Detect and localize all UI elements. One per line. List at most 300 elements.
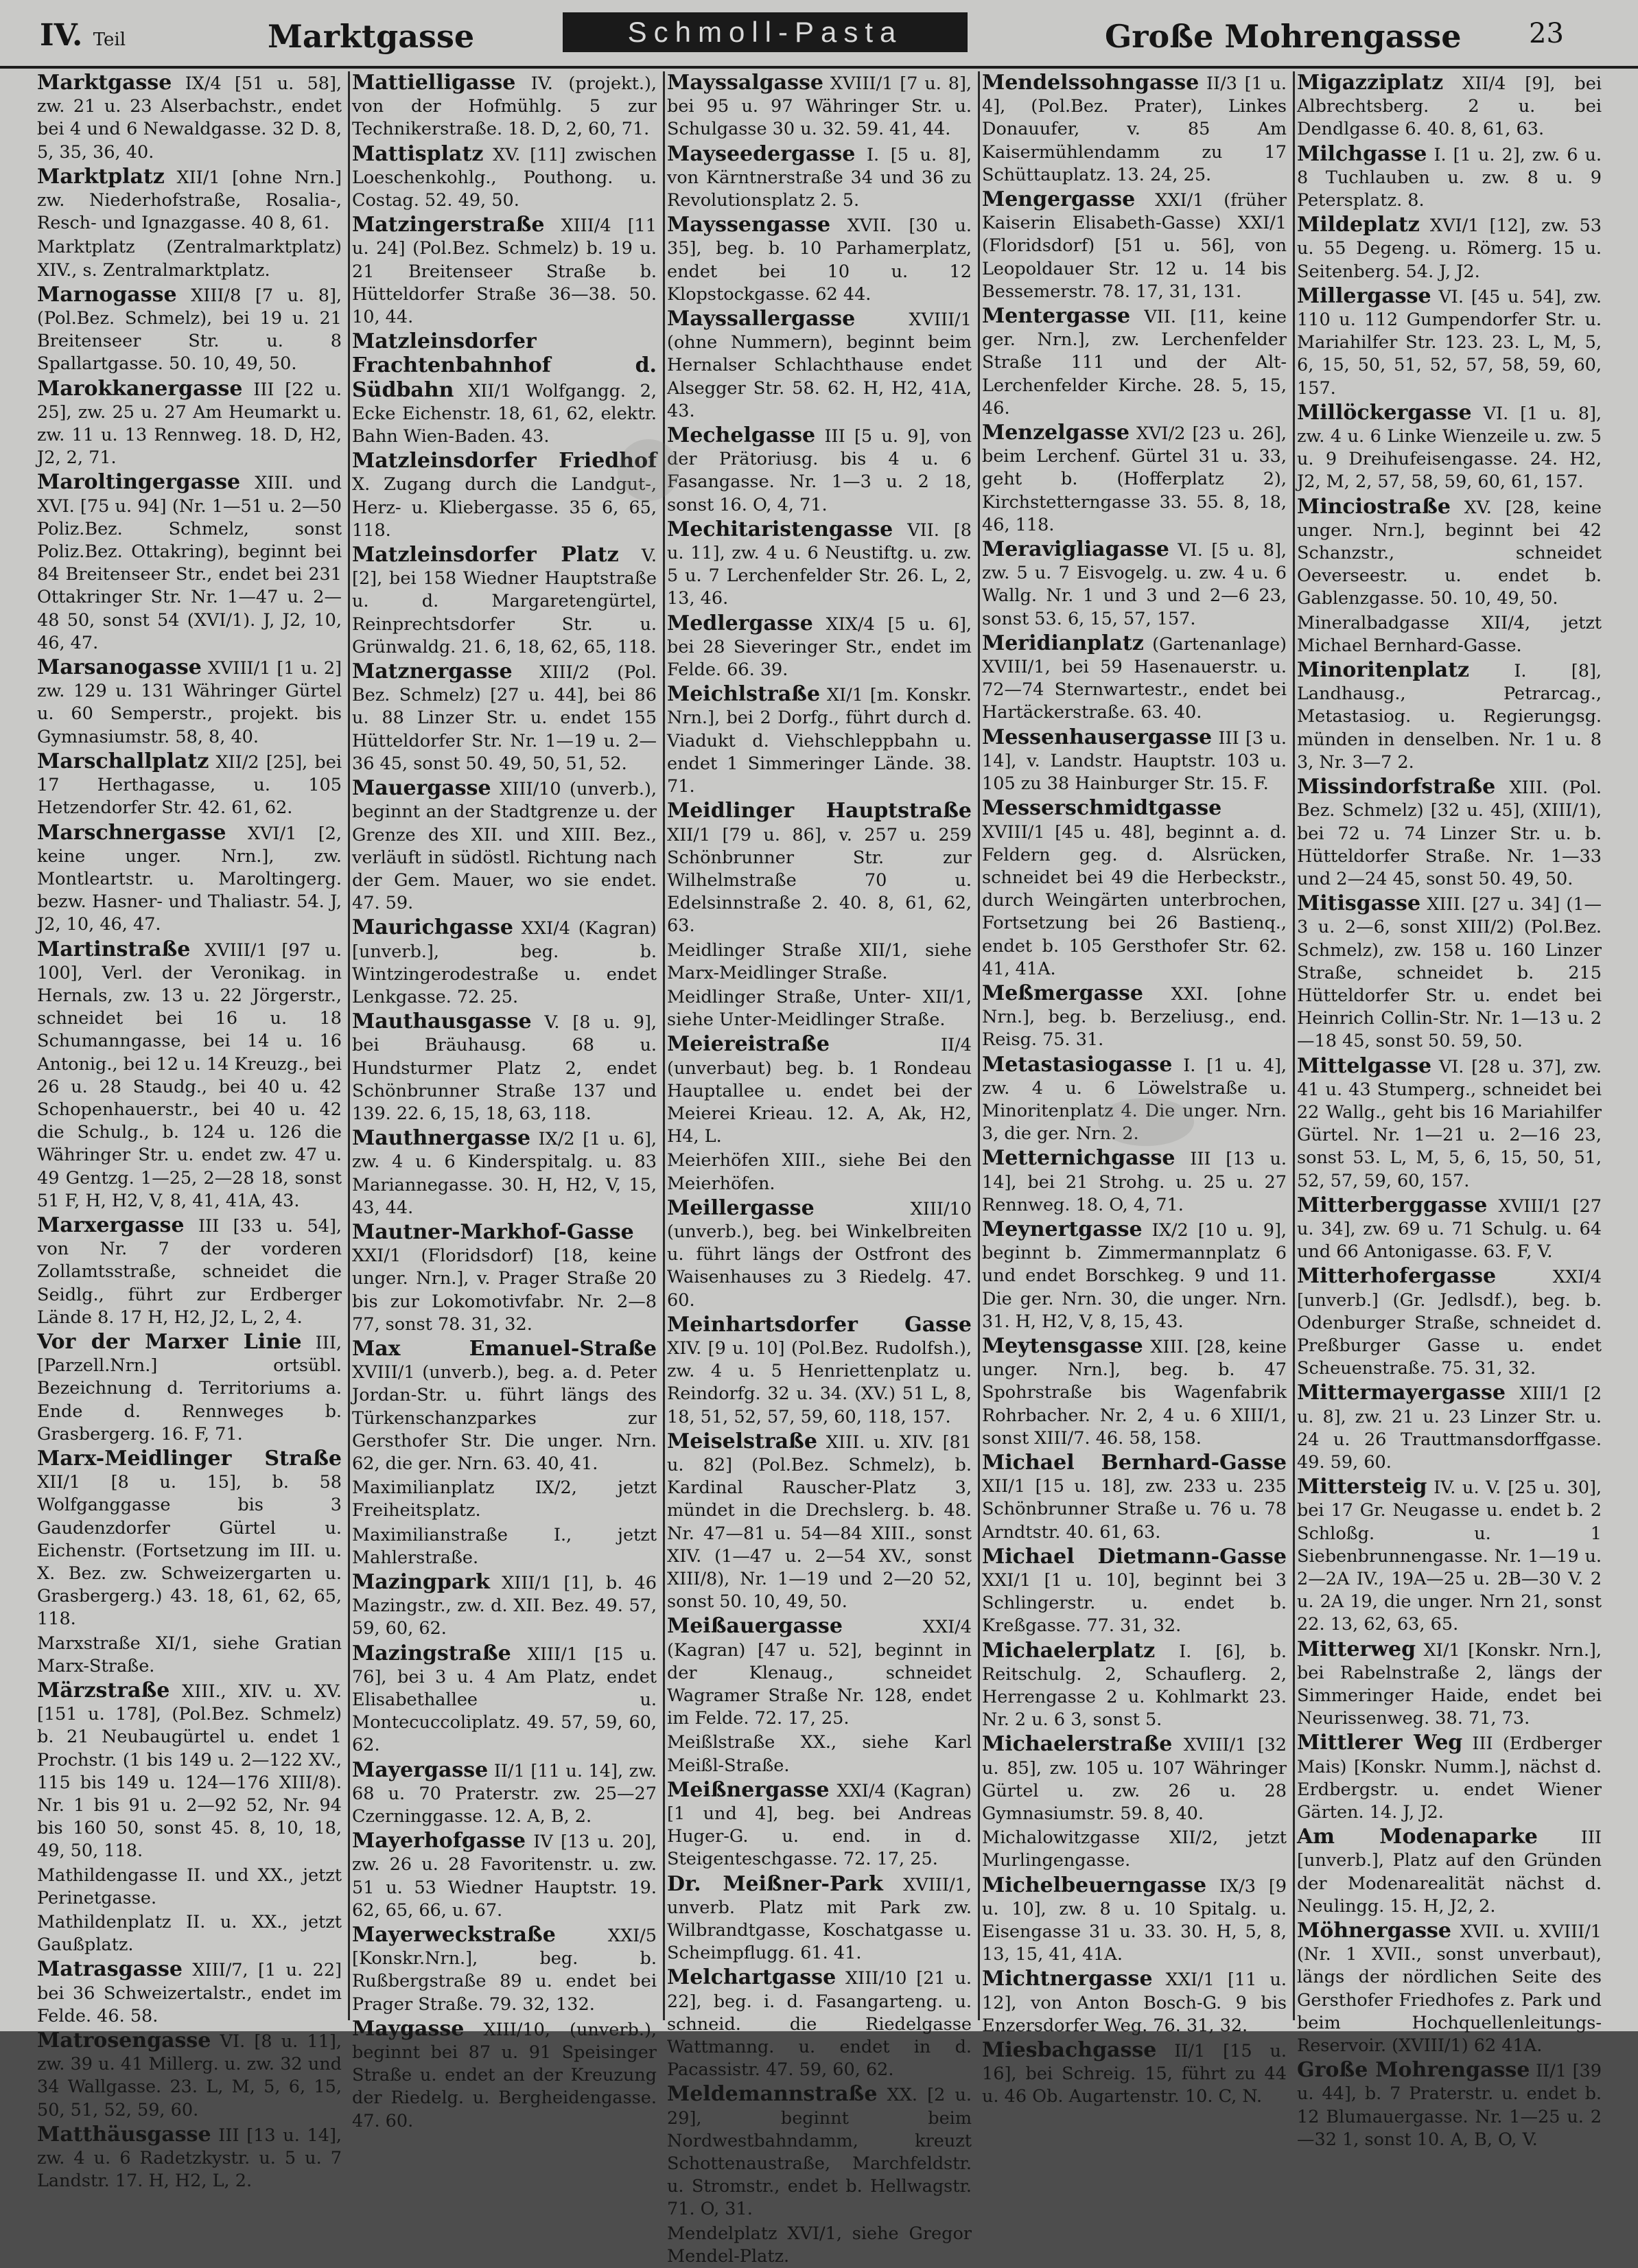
street-name: Matthäusgasse	[37, 2122, 211, 2147]
street-description: IX/4 [51 u. 58], zw. 21 u. 23 Alserbachstr., endet bei 4 und 6 Newaldgasse. 32 D. 8, 5, 35, 36, 40.	[37, 73, 342, 163]
page-header	[0, 0, 1638, 69]
street-description: IV. u. V. [25 u. 30], bei 17 Gr. Neugasse u. endet b. 2 Schloßg. u. 1 Siebenbrunnengasse. Nr. 1—19 u. 2—2A IV., 19A—25 u. 2B—30 V. 2 u. 2A 19, die unger. Nrn 21, sonst 22. 13, 62, 63, 65.	[1297, 1477, 1602, 1635]
street-entry	[667, 1615, 972, 1730]
street-description: XVII. u. XVIII/1 (Nr. 1 XVII., sonst unverbaut), längs der nördlichen Seite des Gersthofer Friedhofes z. Park und beim Hochquellenleitungs-Reservoir. (XVIII/1) 62 41A.	[1297, 1921, 1602, 2057]
street-name: Michaelerstraße	[982, 1732, 1173, 1757]
street-description: VI. [28 u. 37], zw. 41 u. 43 Stumperg., schneidet bei 22 Wallg., geht bis 16 Mariahilfer Gürtel. Nr. 1—21 u. 2—16 23, sonst 53. L, M, 5, 6, 15, 50, 51, 52, 57, 59, 60, 157.	[1297, 1056, 1602, 1191]
street-description: I. [1 u. 4], zw. 4 u. 6 Löwelstraße u. Minoritenplatz 4. Die unger. Nrn. 3, die ger. Nrn. 2.	[982, 1055, 1287, 1145]
street-entry	[667, 213, 972, 306]
street-entry	[352, 1127, 657, 1219]
street-description: XXI/1 [11 u. 12], von Anton Bosch-G. 9 bis Enzersdorfer Weg. 76. 31, 32.	[982, 1969, 1287, 2036]
street-name: Mayerweckstraße	[352, 1923, 556, 1948]
street-name: Miesbachgasse	[982, 2038, 1157, 2063]
street-entry	[1297, 892, 1602, 1053]
street-description: XVIII/1 [1 u. 2] zw. 129 u. 131 Währinger Gürtel u. 60 Semperstr., projekt. bis Gymnasiumstr. 58, 8, 40.	[37, 658, 342, 747]
street-description: XVIII/1 (unverb.), beg. a. d. Peter Jordan-Str. u. führt längs des Türkenschanzparkes zur Gersthofer Str. Die unger. Nrn. 62, die ger. Nrn. 63. 40, 41.	[352, 1362, 657, 1474]
street-name: Michelbeuerngasse	[982, 1873, 1207, 1897]
street-entry	[1297, 1265, 1602, 1380]
street-description: XII/2 [25], bei 17 Herthagasse, u. 105 Hetzendorfer Str. 42. 61, 62.	[37, 751, 342, 819]
street-entry	[667, 939, 972, 985]
street-name: Mengergasse	[982, 187, 1136, 212]
street-entry	[667, 518, 972, 611]
street-entry	[982, 1335, 1287, 1450]
street-description: IV. (projekt.), von der Hofmühlg. 5 zur Technikerstraße. 18. D, 2, 60, 71.	[352, 73, 657, 140]
street-description: VI. [1 u. 8], zw. 4 u. 6 Linke Wienzeile u. zw. 5 u. 9 Dreihufeisengasse. 24. H2, J2, M, 2, 57, 58, 59, 60, 61, 157.	[1297, 403, 1602, 493]
street-description: II/1 [39 u. 44], b. 7 Praterstr. u. endet b. 12 Blumauergasse. Nr. 1—25 u. 2—32 1, sonst 10. A, B, O, V.	[1297, 2061, 1602, 2150]
street-name: Mazingstraße	[352, 1641, 511, 1665]
street-description: XIII/2 (Pol. Bez. Schmelz) [27 u. 44], bei 86 u. 88 Linzer Str. u. endet 155 Hütteldorfer Str. Nr. 1—19 u. 2—36 45, sonst 50. 49, 50, 51, 52.	[352, 662, 657, 774]
street-name: Mitisgasse	[1297, 891, 1421, 916]
street-description: X. Zugang durch die Landgut-, Herz- u. Kliebergasse. 35 6, 65, 118.	[352, 474, 657, 541]
street-name: Metastasiogasse	[982, 1052, 1173, 1077]
street-name: Max Emanuel-Straße	[352, 1336, 657, 1361]
street-name: Mildeplatz	[1297, 213, 1420, 237]
street-entry	[667, 1313, 972, 1429]
street-name: Mentergasse	[982, 304, 1131, 329]
street-entry	[37, 165, 342, 235]
street-entry	[1297, 1194, 1602, 1264]
street-entry	[352, 1221, 657, 1336]
street-description: XIII/8 [7 u. 8], (Pol.Bez. Schmelz), bei 19 u. 21 Breitenseer Str. u. 8 Spallartgasse. 50. 10, 49, 50.	[37, 285, 342, 375]
street-description: IV [13 u. 20], zw. 26 u. 28 Favoritenstr. u. zw. 51 u. 53 Wiedner Hauptstr. 19. 62, 65, 66, u. 67.	[352, 1832, 657, 1921]
street-entry	[352, 1642, 657, 1757]
street-description: XVI/2 [23 u. 26], beim Lerchenf. Gürtel 31 u. 33, geht b. (Hofferplatz 2), Kirchstetterngasse 33. 55. 8, 18, 46, 118.	[982, 423, 1287, 535]
street-description: XII/1 Wolfgangg. 2, Ecke Eichenstr. 18, 61, 62, elektr. Bahn Wien-Baden. 43.	[352, 380, 657, 447]
street-name: Mitterberggasse	[1297, 1193, 1488, 1217]
street-name: Meravigliagasse	[982, 537, 1169, 562]
street-description: XIII., XIV. u. XV. [151 u. 178], (Pol.Bez. Schmelz) b. 21 Neubaugürtel u. endet 1 Prochstr. (1 bis 149 u. 2—122 XV., 115 bis 149 u. 124—176 XIII/8). Nr. 1 bis 91 u. 2—92 52, Nr. 94 bis 160 50, sonst 45. 8, 10, 18, 49, 50, 118.	[37, 1681, 342, 1862]
street-description: (Gartenanlage) XVIII/1, bei 59 Hasenauerstr. u. 72—74 Sternwartestr., endet bei Hartäckerstraße. 63. 40.	[982, 633, 1287, 723]
street-name: Mechelgasse	[667, 423, 816, 448]
street-name: Matzingerstraße	[352, 213, 545, 237]
street-name: Matrosengasse	[37, 2029, 211, 2053]
street-description: XIII. [27 u. 34] (1—3 u. 2—6, sonst XIII/2) (Pol.Bez. Schmelz), zw. 158 u. 160 Linzer Straße, schneidet b. 215 Hütteldorfer Str. u. endet bei Heinrich Collin-Str. Nr. 1—13 u. 2—18 45, sonst 50. 59, 50.	[1297, 894, 1602, 1052]
street-description: I. [1 u. 2], zw. 6 u. 8 Tuchlauben u. zw. 8 u. 9 Petersplatz. 8.	[1297, 144, 1602, 211]
street-entry	[667, 1873, 972, 1965]
street-name: Mautner-Markhof-Gasse	[352, 1219, 634, 1244]
street-description: XIII/10 (unverb.), beginnt an der Stadtgrenze u. der Grenze des XII. und XIII. Bez., verläuft in südöstl. Richtung nach der Gem. Mauer, wo sie endet. 47. 59.	[352, 779, 657, 914]
street-entry	[352, 1337, 657, 1475]
street-entry	[1297, 659, 1602, 774]
street-description: XX. [2 u. 29], beginnt beim Nordwestbahndamm, kreuzt Schottenaustraße, Marchfeldstr. u. Stromstr., endet b. Hellwagstr. 71. O, 31.	[667, 2085, 972, 2220]
street-description: Meißlstraße XX., siehe Karl Meißl-Straße.	[667, 1732, 972, 1776]
street-entry	[982, 726, 1287, 796]
street-name: Melchartgasse	[667, 1965, 836, 1990]
street-description: XXI/5 [Konskr.Nrn.], beg. b. Rußbergstraße 89 u. endet bei Prager Straße. 79. 32, 132.	[352, 1926, 657, 2015]
street-description: XIII. u. XIV. [81 u. 82] (Pol.Bez. Schmelz), b. Kardinal Rauscher-Platz 3, mündet in die Drechslerg. b. 48. Nr. 47—81 u. 54—84 XIII., sonst XIV. (1—47 u. 2—54 XV., sonst XIII/8), Nr. 1—19 und 2—20 52, sonst 50. 10, 49, 50.	[667, 1431, 972, 1613]
street-entry	[352, 543, 657, 659]
street-entry	[1297, 775, 1602, 891]
street-name: Millergasse	[1297, 283, 1431, 308]
street-entry	[982, 538, 1287, 631]
street-entry	[352, 1759, 657, 1829]
street-entry	[667, 986, 972, 1031]
street-entry	[667, 71, 972, 141]
street-entry	[37, 938, 342, 1213]
street-entry	[1297, 401, 1602, 494]
street-name: Marschnergasse	[37, 820, 226, 845]
street-name: Mitterhofergasse	[1297, 1264, 1497, 1289]
street-description: XII/1 [79 u. 86], v. 257 u. 259 Schönbrunner Str. zur Wilhelmstraße 70 u. Edelsinnstraße 2. 40. 8, 61, 62, 63.	[667, 824, 972, 937]
street-entry	[1297, 1919, 1602, 2057]
directory-columns	[37, 71, 1608, 2267]
street-description: XXI/4 (Kagran) [unverb.], beg. b. Wintzingerodestraße u. endet Lenkgasse. 72. 25.	[352, 918, 657, 1007]
street-description: IX/2 [1 u. 6], zw. 4 u. 6 Kinderspitalg. u. 83 Mariannegasse. 30. H, H2, V, 15, 43, 44.	[352, 1129, 657, 1218]
street-name: Michaelerplatz	[982, 1638, 1156, 1663]
street-description: III, [Parzell.Nrn.] ortsübl. Bezeichnung d. Territoriums a. Ende d. Rennweges b. Grasbergerg. 16. F, 71.	[37, 1332, 342, 1445]
street-name: Milchgasse	[1297, 141, 1427, 166]
street-entry	[982, 1147, 1287, 1217]
street-name: Maroltingergasse	[37, 470, 241, 495]
street-description: XII/1 [ohne Nrn.] zw. Niederhofstraße, Rosalia-, Resch- und Ignazgasse. 40 8, 61.	[37, 167, 342, 234]
street-name: Mitterweg	[1297, 1637, 1416, 1661]
street-description: III [22 u. 25], zw. 25 u. 27 Am Heumarkt u. zw. 11 u. 13 Rennweg. 18. D, H2, J2, 2, 71.	[37, 379, 342, 469]
street-entry	[982, 1545, 1287, 1638]
street-entry	[667, 1779, 972, 1871]
first-street-heading: Marktgasse	[268, 18, 475, 55]
street-description: XIII/1 [15 u. 76], bei 3 u. 4 Am Platz, endet Elisabethallee u. Montecuccoliplatz. 49. 57, 59, 60, 62.	[352, 1644, 657, 1756]
street-name: Vor der Marxer Linie	[37, 1329, 302, 1354]
column-5	[1297, 71, 1602, 2150]
street-description: XXI/4 (Kagran) [1 und 4], beg. bei Andreas Huger-G. u. end. in d. Steigenteschgasse. 72. 17, 25.	[667, 1780, 972, 1870]
street-entry	[982, 1218, 1287, 1333]
street-description: XIII/4 [11 u. 24] (Pol.Bez. Schmelz) b. 19 u. 21 Breitenseer Straße b. Hütteldorfer Straße 36—38. 50. 10, 44.	[352, 215, 657, 328]
street-entry	[37, 821, 342, 937]
street-entry	[37, 1958, 342, 2028]
street-name: Meißauergasse	[667, 1614, 843, 1639]
street-description: Mathildenplatz II. u. XX., jetzt Gaußplatz.	[37, 1912, 342, 1956]
street-name: Mauthnergasse	[352, 1126, 531, 1151]
street-description: III [13 u. 14], zw. 4 u. 6 Radetzkystr. u. 5 u. 7 Landstr. 17. H, H2, L, 2.	[37, 2125, 342, 2192]
street-entry	[37, 471, 342, 655]
street-name: Möhnergasse	[1297, 1919, 1452, 1943]
street-description: XVI/1 [12], zw. 53 u. 55 Degeng. u. Römerg. 15 u. Seitenberg. 54. J, J2.	[1297, 215, 1602, 282]
street-description: II/3 [1 u. 4], (Pol.Bez. Prater), Linkes Donauufer, v. 85 Am Kaisermühlendamm zu 17 Schüttauplatz. 13. 24, 25.	[982, 73, 1287, 185]
street-entry	[667, 143, 972, 213]
street-entry	[352, 1924, 657, 2016]
street-description: III [3 u. 14], v. Landstr. Hauptstr. 103 u. 105 zu 38 Hainburger Str. 15. F.	[982, 727, 1287, 795]
street-description: XIII/10 [21 u. 22], beg. i. d. Fasangarteng. u. schneid. die Riedelgasse Wattmanng. u. endet in d. Pacassistr. 47. 59, 60, 62.	[667, 1968, 972, 2081]
street-entry	[982, 1451, 1287, 1544]
street-entry	[982, 71, 1287, 187]
street-description: XIII/7, [1 u. 22] bei 36 Schweizertalstr., endet im Felde. 46. 58.	[37, 1960, 342, 2026]
street-name: Medlergasse	[667, 611, 813, 635]
street-name: Marokkanergasse	[37, 376, 243, 401]
street-entry	[352, 1477, 657, 1522]
street-entry	[667, 1149, 972, 1195]
street-entry	[352, 1571, 657, 1641]
street-description: XV. [11] zwischen Loeschenkohlg., Pouthong. u. Costag. 52. 49, 50.	[352, 144, 657, 211]
street-description: XVIII/1 [7 u. 8], bei 95 u. 97 Währinger Str. u. Schulgasse 30 u. 32. 59. 41, 44.	[667, 73, 972, 140]
street-name: Meytensgasse	[982, 1333, 1143, 1358]
street-description: VI. [5 u. 8], zw. 5 u. 7 Eisvogelg. u. zw. 4 u. 6 Wallg. Nr. 1 und 3 und 2—6 23, sonst 53. 6, 15, 57, 157.	[982, 540, 1287, 629]
street-name: Mauergasse	[352, 776, 491, 801]
street-description: Michalowitzgasse XII/2, jetzt Murlingengasse.	[982, 1827, 1287, 1871]
street-entry	[1297, 71, 1602, 141]
street-entry	[37, 1633, 342, 1678]
street-entry	[352, 1524, 657, 1569]
street-entry	[667, 799, 972, 937]
street-name: Mayssallergasse	[667, 307, 856, 331]
street-description: XIII/10 (unverb.), beg. bei Winkelbreiten u. führt längs der Ostfront des Waisenhauses zu 3 Riedelg. 47. 60.	[667, 1198, 972, 1311]
street-entry	[1297, 143, 1602, 213]
street-entry	[37, 1864, 342, 1910]
part-label	[40, 18, 126, 53]
street-entry	[1297, 495, 1602, 611]
street-name: Am Modenaparke	[1297, 1825, 1538, 1849]
last-street-heading: Große Mohrengasse	[1105, 18, 1462, 55]
street-description: XVIII/1, unverb. Platz mit Park zw. Wilbrandtgasse, Koschatgasse u. Scheimpflugg. 61. 41.	[667, 1874, 972, 1964]
street-name: Mayerhofgasse	[352, 1829, 526, 1854]
street-name: Mittersteig	[1297, 1475, 1427, 1499]
street-description: II/1 [11 u. 14], zw. 68 u. 70 Praterstr. zw. 25—27 Czerninggasse. 12. A, B, 2.	[352, 1760, 657, 1827]
street-entry	[982, 421, 1287, 537]
street-entry	[352, 71, 657, 141]
street-name: Meynertgasse	[982, 1217, 1143, 1241]
street-name: Mayssengasse	[667, 213, 831, 237]
street-entry	[667, 1430, 972, 1614]
street-entry	[37, 2123, 342, 2193]
street-name: Meridianplatz	[982, 631, 1144, 655]
street-entry	[982, 1733, 1287, 1825]
street-entry	[667, 2223, 972, 2268]
street-entry	[982, 1967, 1287, 2037]
street-description: XI/1 [m. Konskr. Nrn.], bei 2 Dorfg., führt durch d. Viadukt d. Viehschleppbahn u. endet 1 Simmeringer Lände. 38. 71.	[667, 685, 972, 797]
street-entry	[37, 1331, 342, 1446]
street-name: Marxergasse	[37, 1213, 185, 1237]
column-3	[667, 71, 972, 2267]
street-description: XVII. [30 u. 35], beg. b. 10 Parhamerplatz, endet bei 10 u. 12 Klopstockgasse. 62 44.	[667, 215, 972, 305]
street-entry	[982, 797, 1287, 981]
street-description: XI/1 [Konskr. Nrn.], bei Rabelnstraße 2, längs der Simmeringer Haide, endet bei Neurissenweg. 38. 71, 73.	[1297, 1639, 1602, 1729]
street-entry	[1297, 213, 1602, 283]
street-entry	[982, 1639, 1287, 1732]
street-entry	[667, 1731, 972, 1777]
street-description: III [33 u. 54], von Nr. 7 der vorderen Zollamtsstraße, schneidet die Seidlg., führt zur Erdberger Lände 8. 17 H, H2, J2, L, 2, 4.	[37, 1215, 342, 1328]
street-description: II/4 (unverbaut) beg. b. 1 Rondeau Hauptallee u. endet bei der Meierei Krieau. 12. A, Ak, H2, H4, L.	[667, 1035, 972, 1147]
street-entry	[37, 656, 342, 749]
street-description: Meidlinger Straße, Unter- XII/1, siehe Unter-Meidlinger Straße.	[667, 986, 972, 1031]
street-entry	[352, 2018, 657, 2133]
street-entry	[667, 1033, 972, 1148]
street-name: Martinstraße	[37, 937, 191, 961]
street-name: Meldemannstraße	[667, 2082, 878, 2107]
street-name: Marktplatz	[37, 164, 165, 189]
street-name: Michael Dietmann-Gasse	[982, 1544, 1287, 1569]
street-description: XIII/1 [1], b. 46 Mazingstr., zw. d. XII. Bez. 49. 57, 59, 60, 62.	[352, 1573, 657, 1639]
street-entry	[352, 777, 657, 915]
street-name: Mittelgasse	[1297, 1053, 1432, 1078]
street-name: Mauthausgasse	[352, 1009, 532, 1034]
street-description: Maximilianstraße I., jetzt Mahlerstraße.	[352, 1524, 657, 1568]
street-description: Mineralbadgasse XII/4, jetzt Michael Bernhard-Gasse.	[1297, 612, 1602, 656]
street-description: XIV. [9 u. 10] (Pol.Bez. Rudolfsh.), zw. 4 u. 5 Henriettenplatz u. Reindorfg. 32 u. 34. (XV.) 51 L, 8, 18, 51, 52, 57, 59, 60, 118, 157.	[667, 1337, 972, 1427]
street-entry	[37, 1679, 342, 1863]
street-name: Migazziplatz	[1297, 71, 1444, 95]
street-name: Mayssalgasse	[667, 71, 823, 95]
street-name: Mayergasse	[352, 1757, 489, 1782]
street-entry	[1297, 285, 1602, 400]
street-name: Meiereistraße	[667, 1032, 830, 1057]
street-entry	[1297, 1381, 1602, 1474]
street-entry	[667, 1966, 972, 2081]
street-name: Millöckergasse	[1297, 400, 1472, 425]
street-description: XII/1 [15 u. 18], zw. 233 u. 235 Schönbrunner Straße u. 76 u. 78 Arndtstr. 40. 61, 63.	[982, 1476, 1287, 1543]
street-name: Matzleinsdorfer Platz	[352, 543, 619, 568]
street-description: I. [5 u. 8], von Kärntnerstraße 34 und 36 zu Revolutionsplatz 2. 5.	[667, 144, 972, 211]
street-entry	[37, 283, 342, 376]
street-description: I. [8], Landhausg., Petrarcag., Metastasiog. u. Regierungsg. münden in denselben. Nr. 1 u. 8 3, Nr. 3—7 2.	[1297, 661, 1602, 773]
street-entry	[667, 307, 972, 423]
street-entry	[352, 1829, 657, 1922]
street-description: XIII/1 [2 u. 8], zw. 21 u. 23 Linzer Str. u. 24 u. 26 Trauttmansdorffgasse. 49. 59, 60.	[1297, 1383, 1602, 1473]
street-entry	[37, 377, 342, 470]
street-name: Meillergasse	[667, 1195, 815, 1220]
street-entry	[982, 1874, 1287, 1967]
street-name: Mattielligasse	[352, 71, 516, 95]
street-name: Mittermayergasse	[1297, 1381, 1506, 1405]
street-name: Meidlinger Hauptstraße	[667, 799, 972, 823]
street-entry	[667, 2083, 972, 2221]
street-description: Mendelplatz XVI/1, siehe Gregor Mendel-Platz.	[667, 2223, 972, 2267]
street-name: Marktgasse	[37, 71, 172, 95]
street-description: XII/1 [8 u. 15], b. 58 Wolfganggasse bis 3 Gaudenzdorfer Gürtel u. Eichenstr. (Fortsetzung im III. u. X. Bez. zw. Schweizergarten u. Grasbergerg.) 43. 18, 61, 62, 65, 118.	[37, 1472, 342, 1630]
street-name: Matznergasse	[352, 659, 513, 684]
street-description: II/1 [15 u. 16], bei Schreig. 15, führt zu 44 u. 46 Ob. Augartenstr. 10. C, N.	[982, 2041, 1287, 2107]
street-name: Messerschmidtgasse	[982, 796, 1222, 821]
street-description: XXI/1 [1 u. 10], beginnt bei 3 Schlingerstr. u. endet b. Kreßgasse. 77. 31, 32.	[982, 1570, 1287, 1637]
street-entry	[667, 683, 972, 798]
street-description: Meierhöfen XIII., siehe Bei den Meierhöfen.	[667, 1150, 972, 1194]
street-name: Michtnergasse	[982, 1967, 1153, 1991]
street-description: XXI/4 (Kagran) [47 u. 52], beginnt in der Klenaug., schneidet Wagramer Straße Nr. 128, endet im Felde. 72. 17, 25.	[667, 1617, 972, 1729]
column-2	[352, 71, 657, 2131]
street-name: Mazingpark	[352, 1570, 490, 1594]
street-name: Matrasgasse	[37, 1957, 183, 1982]
street-entry	[37, 1447, 342, 1631]
street-entry	[37, 1214, 342, 1329]
street-name: Märzstraße	[37, 1679, 170, 1703]
street-description: XXI/1 (früher Kaiserin Elisabeth-Gasse) XXI/1 (Floridsdorf) [51 u. 56], von Leopoldauer Str. 12 u. 14 bis Bessemerstr. 78. 17, 31, 131.	[982, 190, 1287, 302]
street-description: XXI/4 [unverb.] (Gr. Jedlsdf.), beg. b. Odenburger Straße, schneidet d. Preßburger Gasse u. endet Scheuenstraße. 75. 31, 32.	[1297, 1267, 1602, 1379]
street-entry	[667, 612, 972, 682]
street-entry	[982, 1053, 1287, 1146]
street-name: Meinhartsdorfer Gasse	[667, 1312, 972, 1337]
street-name: Missindorfstraße	[1297, 775, 1496, 799]
street-name: Große Mohrengasse	[1297, 2058, 1530, 2083]
street-name: Metternichgasse	[982, 1146, 1175, 1171]
street-entry	[982, 305, 1287, 420]
street-entry	[37, 1911, 342, 1956]
street-description: III [5 u. 9], von der Prätoriusg. bis 4 u. 6 Fasangasse. Nr. 1—3 u. 2 18, sonst 16. O, 4, 71.	[667, 426, 972, 515]
page-number: 23	[1529, 18, 1564, 49]
street-entry	[37, 2029, 342, 2122]
street-entry	[352, 916, 657, 1009]
column-1	[37, 71, 342, 2192]
street-entry	[982, 188, 1287, 303]
advert-banner: Schmoll-Pasta	[563, 12, 968, 52]
street-entry	[352, 449, 657, 542]
street-name: Menzelgasse	[982, 421, 1130, 445]
street-name: Marsanogasse	[37, 655, 202, 680]
street-name: Mayseedergasse	[667, 141, 856, 166]
street-description: VII. [8 u. 11], zw. 4 u. 6 Neustiftg. u. zw. 5 u. 7 Lerchenfelder Str. 26. L, 2, 13, 46.	[667, 519, 972, 609]
street-entry	[352, 660, 657, 775]
street-description: XIII. [28, keine unger. Nrn.], beg. b. 47 Spohrstraße bis Wagenfabrik Rohrbacher. Nr. 2, 4 u. 6 XIII/1, sonst XIII/7. 46. 58, 158.	[982, 1336, 1287, 1449]
street-description: VII. [11, keine ger. Nrn.], zw. Lerchenfelder Straße 111 und der Alt-Lerchenfelder Kirche. 28. 5, 15, 46.	[982, 307, 1287, 419]
street-name: Meichlstraße	[667, 682, 821, 707]
street-entry	[667, 424, 972, 517]
street-description: V. [2], bei 158 Wiedner Hauptstraße u. d. Margaretengürtel, Reinprechtsdorfer Str. u. Grünwaldg. 21. 6, 18, 62, 65, 118.	[352, 546, 657, 657]
street-entry	[37, 236, 342, 281]
street-entry	[352, 1010, 657, 1125]
street-entry	[1297, 1638, 1602, 1731]
street-description: Marxstraße XI/1, siehe Gratian Marx-Straße.	[37, 1633, 342, 1676]
street-name: Marx-Meidlinger Straße	[37, 1446, 342, 1471]
street-description: III (Erdberger Mais) [Konskr. Numm.], nächst d. Erdbergstr. u. endet Wiener Gärten. 14. J, J2.	[1297, 1733, 1602, 1823]
street-description: Meidlinger Straße XII/1, siehe Marx-Meidlinger Straße.	[667, 939, 972, 983]
street-name: Marnogasse	[37, 282, 177, 307]
street-description: XIII. und XVI. [75 u. 94] (Nr. 1—51 u. 2—50 Poliz.Bez. Schmelz, sonst Poliz.Bez. Ottakring), beginnt bei 84 Breitenseer Str., endet bei 231 Ottakringer Str. Nr. 1—47 u. 2—48 50, sonst 54 (XVI/1). J, J2, 10, 46, 47.	[37, 473, 342, 653]
street-entry	[1297, 2059, 1602, 2151]
street-description: XVI/1 [2, keine unger. Nrn.], zw. Montleartstr. u. Maroltingerg. bezw. Hasner- und Thaliastr. 54. J, J2, 10, 46, 47.	[37, 823, 342, 935]
street-name: Dr. Meißner-Park	[667, 1871, 883, 1896]
street-name: Minciostraße	[1297, 494, 1451, 519]
part-word: Teil	[93, 30, 126, 50]
street-entry	[982, 1827, 1287, 1872]
street-name: Mattisplatz	[352, 141, 484, 166]
street-description: XIX/4 [5 u. 6], bei 28 Sieveringer Str., endet im Felde. 66. 39.	[667, 613, 972, 681]
street-description: XVIII/1 (ohne Nummern), beginnt beim Hernalser Schlachthause endet Alsegger Str. 58. 62. H, H2, 41A, 43.	[667, 309, 972, 421]
street-description: XV. [28, keine unger. Nrn.], beginnt bei 42 Schanzstr., schneidet Oeverseestr. u. endet b. Gablenzgasse. 50. 10, 49, 50.	[1297, 497, 1602, 609]
street-name: Meißnergasse	[667, 1777, 830, 1802]
street-name: Mendelssohngasse	[982, 71, 1200, 95]
street-name: Marschallplatz	[37, 749, 209, 773]
street-description: Mathildengasse II. und XX., jetzt Perinetgasse.	[37, 1864, 342, 1908]
street-description: III [13 u. 14], bei 21 Strohg. u. 25 u. 27 Rennweg. 18. O, 4, 71.	[982, 1149, 1287, 1215]
street-description: XVIII/1 [97 u. 100], Verl. der Veronikag. in Hernals, zw. 13 u. 22 Jörgerstr., schneidet bei 16 u. 18 Schumanngasse, bei 14 u. 16 Antonig., bei 12 u. 14 Kreuzg., bei 26 u. 28 Staudg., bei 40 u. 42 Schopenhauerstr., bei 40 u. 42 die Schulg., b. 124 u. 126 die Währinger Str. u. endet zw. 47 u. 49 Gentzg. 1—25, 2—28 18, sonst 51 F, H, H2, V, 8, 41, 41A, 43.	[37, 939, 342, 1211]
street-description: XVIII/1 [27 u. 34], zw. 69 u. 71 Schulg. u. 64 und 66 Antonigasse. 63. F, V.	[1297, 1195, 1602, 1263]
street-entry	[1297, 612, 1602, 657]
street-entry	[37, 750, 342, 820]
street-entry	[37, 71, 342, 164]
street-entry	[1297, 1731, 1602, 1824]
street-description: Maximilianplatz IX/2, jetzt Freiheitsplatz.	[352, 1477, 657, 1521]
street-name: Mechitaristengasse	[667, 517, 893, 541]
street-name: Maurichgasse	[352, 915, 514, 940]
street-description: XVIII/1 [32 u. 85], zw. 105 u. 107 Währinger Gürtel u. zw. 26 u. 28 Gymnasiumstr. 59. 8, 40.	[982, 1735, 1287, 1825]
street-name: Maygasse	[352, 2016, 465, 2041]
street-entry	[1297, 1055, 1602, 1193]
street-description: XXI/1 (Floridsdorf) [18, keine unger. Nrn.], v. Prager Straße 20 bis zur Lokomotivfabr. Nr. 2—8 77, sonst 78. 31, 32.	[352, 1246, 657, 1335]
part-number: IV.	[40, 18, 83, 53]
column-4	[982, 71, 1287, 2107]
street-name: Mittlerer Weg	[1297, 1731, 1463, 1755]
street-entry	[667, 1197, 972, 1312]
street-entry	[982, 632, 1287, 725]
street-entry	[1297, 1825, 1602, 1918]
street-entry	[352, 143, 657, 213]
street-name: Minoritenplatz	[1297, 658, 1470, 683]
street-name: Matzleinsdorfer Frachtenbahnhof d. Südbahn	[352, 329, 657, 402]
street-name: Matzleinsdorfer Friedhof	[352, 449, 657, 474]
street-description: VI. [8 u. 11], zw. 39 u. 41 Millerg. u. zw. 32 und 34 Wallgasse. 23. L, M, 5, 6, 15, 50, 51, 52, 59, 60.	[37, 2031, 342, 2120]
street-description: XIII/10, (unverb.), beginnt bei 87 u. 91 Speisinger Straße u. endet an der Kreuzung der Riedelg. u. Bergheidengasse. 47. 60.	[352, 2019, 657, 2131]
street-entry	[352, 330, 657, 448]
street-description: III [unverb.], Platz auf den Gründen der Modenarealität nächst d. Neulingg. 15. H, J2, 2.	[1297, 1827, 1602, 1917]
street-description: IX/2 [10 u. 9], beginnt b. Zimmermannplatz 6 und endet Borschkeg. 9 und 11. Die ger. Nrn. 30, die unger. Nrn. 31. H, H2, V, 8, 15, 43.	[982, 1219, 1287, 1332]
street-entry	[982, 982, 1287, 1052]
